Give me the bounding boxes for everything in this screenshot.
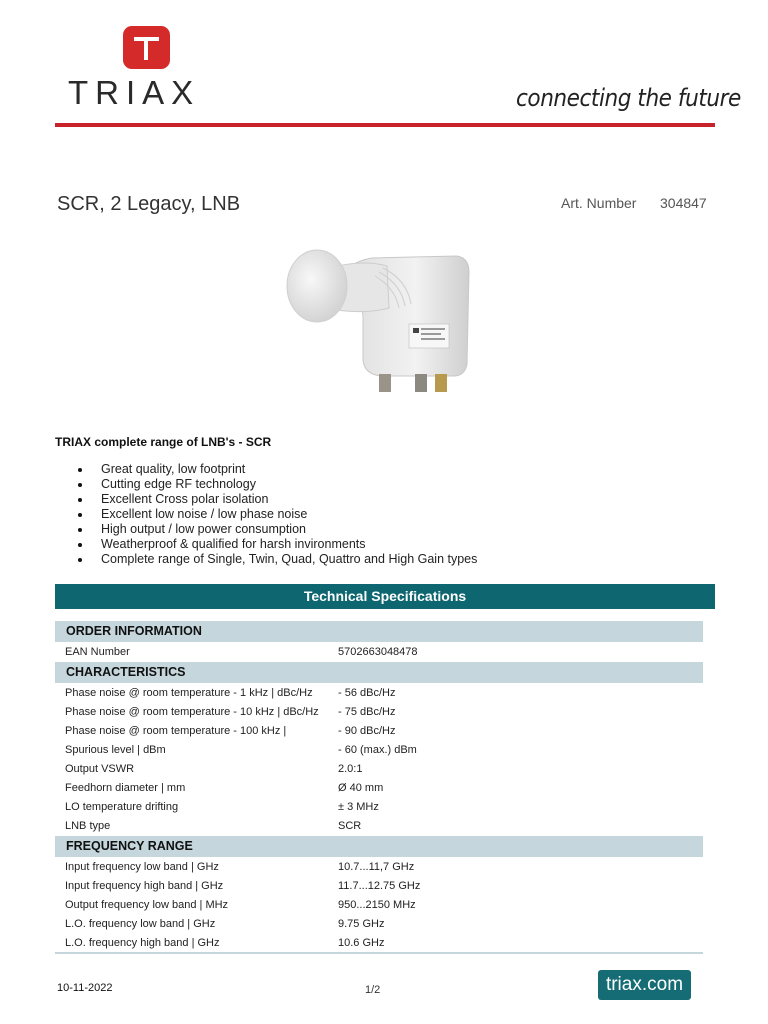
logo-wordmark: TRIAX: [68, 74, 201, 111]
table-row: Phase noise @ room temperature - 1 kHz | dBc/Hz - 56 dBc/Hz: [65, 687, 396, 699]
table-row: Output frequency low band | MHz 950...2150 MHz: [65, 899, 416, 911]
section-header-frequency: FREQUENCY RANGE: [55, 836, 703, 857]
tech-spec-banner: Technical Specifications: [55, 584, 715, 609]
lnb-product-image: [277, 236, 495, 400]
bullet-icon: [78, 498, 82, 502]
table-row: Phase noise @ room temperature - 100 kHz | - 90 dBc/Hz: [65, 725, 396, 737]
section-header-order: ORDER INFORMATION: [55, 621, 703, 642]
list-item: High output / low power consumption: [76, 522, 477, 537]
list-item: Complete range of Single, Twin, Quad, Quattro and High Gain types: [76, 552, 477, 567]
table-row: EAN Number 5702663048478: [65, 646, 418, 658]
art-number-label: Art. Number: [561, 195, 637, 211]
intro-heading: TRIAX complete range of LNB's - SCR: [55, 435, 272, 449]
art-number-value: 304847: [660, 195, 707, 211]
triax-logo-icon: [123, 26, 170, 69]
table-bottom-rule: [55, 952, 703, 954]
page-number: 1/2: [365, 984, 381, 996]
product-title: SCR, 2 Legacy, LNB: [57, 193, 241, 215]
bullet-icon: [78, 468, 82, 472]
table-row: Input frequency low band | GHz 10.7...11,7 GHz: [65, 861, 415, 873]
table-row: L.O. frequency low band | GHz 9.75 GHz: [65, 918, 385, 930]
table-row: LO temperature drifting ± 3 MHz: [65, 801, 379, 813]
website-badge[interactable]: triax.com: [598, 970, 691, 1000]
bullet-icon: [78, 528, 82, 532]
bullet-icon: [78, 558, 82, 562]
table-row: Input frequency high band | GHz 11.7...12.75 GHz: [65, 880, 421, 892]
header-divider: [55, 123, 715, 127]
list-item: Great quality, low footprint: [76, 462, 477, 477]
bullet-icon: [78, 513, 82, 517]
table-row: Spurious level | dBm - 60 (max.) dBm: [65, 744, 417, 756]
list-item: Excellent Cross polar isolation: [76, 492, 477, 507]
list-item: Cutting edge RF technology: [76, 477, 477, 492]
feature-list: [76, 462, 477, 567]
table-row: Phase noise @ room temperature - 10 kHz | dBc/Hz - 75 dBc/Hz: [65, 706, 396, 718]
table-row: Feedhorn diameter | mm Ø 40 mm: [65, 782, 384, 794]
list-item: Excellent low noise / low phase noise: [76, 507, 477, 522]
spec-table: [55, 621, 703, 953]
table-row: L.O. frequency high band | GHz 10.6 GHz: [65, 937, 385, 949]
list-item: Weatherproof & qualified for harsh invironments: [76, 537, 477, 552]
section-header-characteristics: CHARACTERISTICS: [55, 662, 703, 683]
footer-date: 10-11-2022: [57, 982, 113, 994]
tagline: connecting the future: [516, 84, 741, 112]
bullet-icon: [78, 543, 82, 547]
table-row: LNB type SCR: [65, 820, 362, 832]
table-row: Output VSWR 2.0:1: [65, 763, 363, 775]
bullet-icon: [78, 483, 82, 487]
